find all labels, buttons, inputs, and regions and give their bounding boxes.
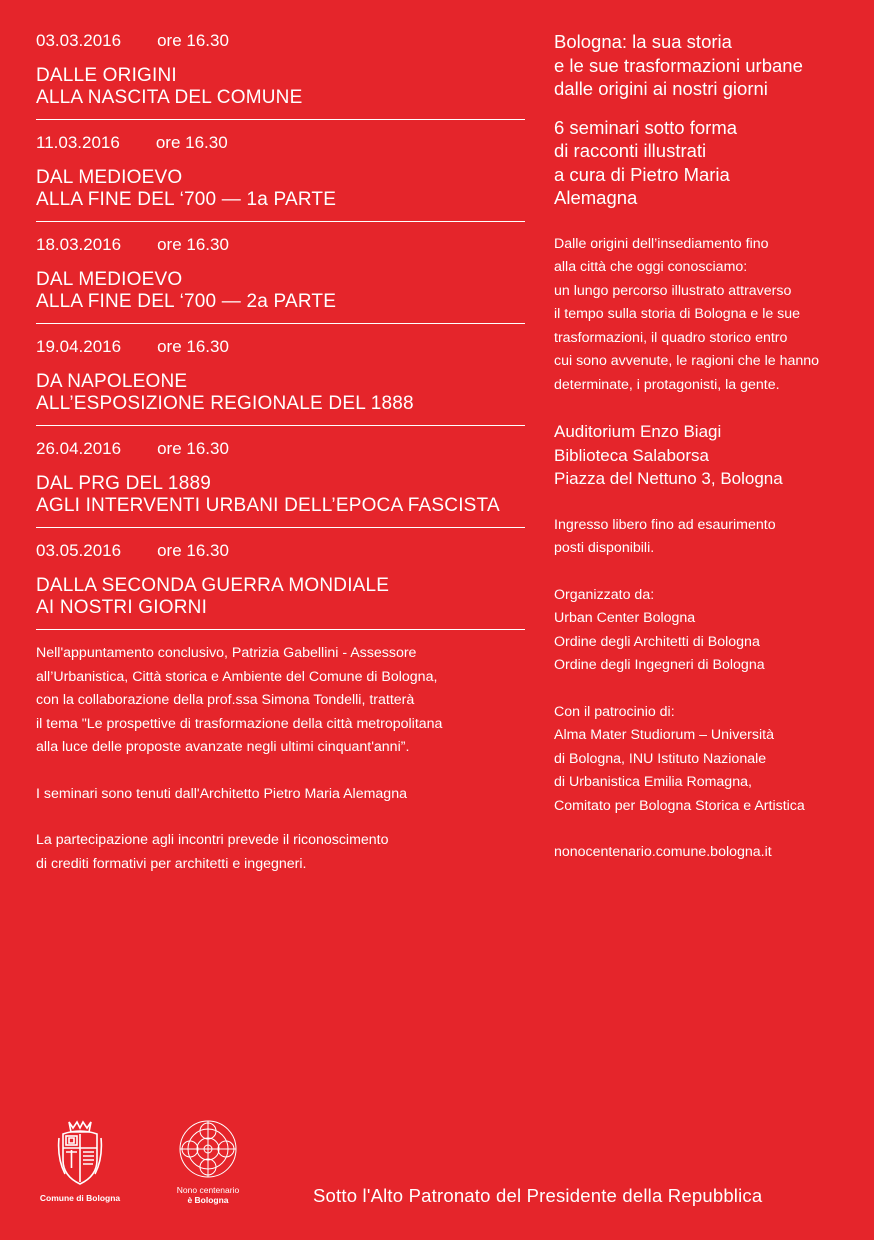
- session-time: ore 16.30: [157, 541, 229, 560]
- nono-logo-caption-line: Nono centenario: [176, 1185, 240, 1195]
- event-headline: Bologna: la sua storia e le sue trasformazioni urbane dalle origini ai nostri giorni: [554, 31, 803, 99]
- admission-info: Ingresso libero fino ad esaurimento posti disponibili.: [554, 516, 776, 556]
- patronage-list: Con il patrocinio di: Alma Mater Studiorum – Università di Bologna, INU Istituto Nazionale di Urbanistica Emilia Romagna, Comitato per Bologna Storica e Artistica: [554, 703, 805, 814]
- nono-centenario-logo: [168, 1118, 248, 1205]
- session-title: DAL MEDIOEVO ALLA FINE DEL ‘700 — 2a PARTE: [36, 269, 337, 312]
- session-title: DA NAPOLEONE ALL’ESPOSIZIONE REGIONALE DEL 1888: [36, 371, 414, 414]
- website-link[interactable]: nonocentenario.comune.bologna.it: [554, 844, 772, 860]
- ornamental-emblem-icon: [177, 1118, 239, 1180]
- session-5: [36, 438, 525, 528]
- session-date: 03.03.2016: [36, 31, 122, 50]
- session-time: ore 16.30: [157, 31, 229, 50]
- session-date: 19.04.2016: [36, 337, 122, 356]
- seminar-notes: [36, 642, 525, 876]
- session-time: ore 16.30: [155, 133, 228, 152]
- session-date: 26.04.2016: [36, 439, 122, 458]
- session-2: [36, 132, 525, 222]
- conclusion-paragraph: Nell'appuntamento conclusivo, Patrizia Gabellini - Assessore all’Urbanistica, Città storica e Ambiente del Comune di Bologna, con la collaborazione della prof.ssa Simona Tondelli, tratterà il tema "Le prospettive di trasformazione della città metropolitana alla luce delle proposte avanzate negli ultimi cinquant'anni”.: [36, 645, 443, 755]
- session-time: ore 16.30: [157, 439, 229, 458]
- coat-of-arms-icon: [55, 1118, 105, 1188]
- event-description: Dalle origini dell’insediamento fino alla città che oggi conosciamo: un lungo percorso illustrato attraverso il tempo sulla storia di Bologna e le sue trasformazioni, il quadro storico entro cui sono avvenute, le ragioni che le hanno determinate, i protagonisti, la gente.: [554, 235, 820, 393]
- footer-logos: [30, 1118, 290, 1213]
- event-subheadline: 6 seminari sotto forma di racconti illustrati a cura di Pietro Maria Alemagna: [554, 116, 738, 208]
- organizers: Organizzato da: Urban Center Bologna Ordine degli Architetti di Bologna Ordine degli Ingegneri di Bologna: [554, 586, 765, 673]
- session-6: [36, 540, 525, 630]
- speaker-paragraph: I seminari sono tenuti dall'Architetto Pietro Maria Alemagna: [36, 785, 407, 802]
- session-title: DAL PRG DEL 1889 AGLI INTERVENTI URBANI DELL’EPOCA FASCISTA: [36, 473, 500, 516]
- event-venue: Auditorium Enzo Biagi Biblioteca Salaborsa Piazza del Nettuno 3, Bologna: [554, 422, 783, 488]
- seminar-schedule: [36, 30, 525, 899]
- event-info: [554, 30, 864, 888]
- session-date: 18.03.2016: [36, 235, 122, 254]
- session-title: DAL MEDIOEVO ALLA FINE DEL ‘700 — 1a PARTE: [36, 167, 337, 210]
- nono-logo-caption-line: è Bologna: [187, 1195, 229, 1205]
- session-time: ore 16.30: [157, 235, 229, 254]
- session-4: [36, 336, 525, 426]
- session-date: 03.05.2016: [36, 541, 122, 560]
- session-time: ore 16.30: [157, 337, 229, 356]
- credits-paragraph: La partecipazione agli incontri prevede il riconoscimento di crediti formativi per architetti e ingegneri.: [36, 832, 389, 872]
- session-3: [36, 234, 525, 324]
- session-title: DALLE ORIGINI ALLA NASCITA DEL COMUNE: [36, 65, 303, 108]
- comune-logo-caption: Comune di Bologna: [39, 1193, 121, 1203]
- comune-di-bologna-logo: [30, 1118, 130, 1203]
- presidential-patronage: Sotto l'Alto Patronato del Presidente della Repubblica: [313, 1185, 763, 1206]
- session-title: DALLA SECONDA GUERRA MONDIALE AI NOSTRI GIORNI: [36, 575, 390, 618]
- session-1: [36, 30, 525, 120]
- session-date: 11.03.2016: [36, 133, 120, 152]
